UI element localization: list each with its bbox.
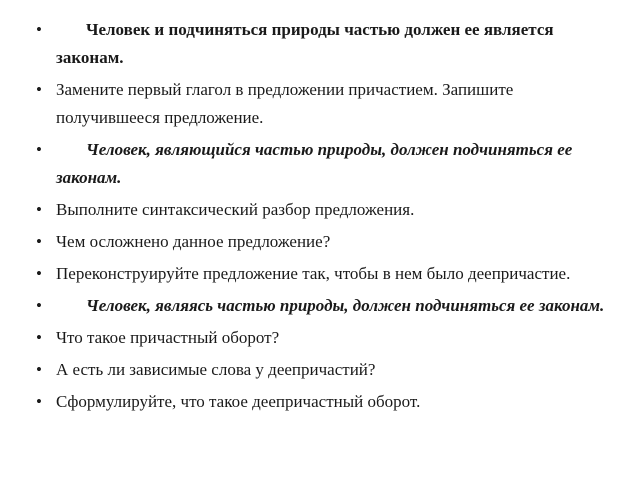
- list-item-text: Сформулируйте, что такое деепричастный оборот.: [56, 392, 421, 411]
- list-item: [36, 228, 612, 256]
- list-item: [36, 388, 612, 416]
- list-item-text: Выполните синтаксический разбор предложения.: [56, 200, 415, 219]
- bullet-list: [36, 16, 612, 416]
- bullet-icon: •: [36, 360, 42, 379]
- list-item-text: Переконструируйте предложение так, чтобы в нем было деепричастие.: [56, 264, 571, 283]
- list-item-text: Чем осложнено данное предложение?: [56, 232, 331, 251]
- bullet-icon: •: [36, 232, 42, 251]
- bullet-icon: •: [36, 20, 42, 39]
- bullet-icon: •: [36, 392, 42, 411]
- list-item: [36, 136, 612, 192]
- list-item-text: А есть ли зависимые слова у деепричастий?: [56, 360, 376, 379]
- bullet-icon: •: [36, 264, 42, 283]
- list-item-text: Человек и подчиняться природы частью должен ее является законам.: [56, 20, 554, 67]
- list-item: [36, 260, 612, 288]
- list-item-text: Что такое причастный оборот?: [56, 328, 280, 347]
- list-item-text: Человек, являясь частью природы, должен подчиняться ее законам.: [86, 296, 605, 315]
- list-item: [36, 356, 612, 384]
- list-item: [36, 292, 612, 320]
- list-item-text: Человек, являющийся частью природы, должен подчиняться ее законам.: [56, 140, 573, 187]
- list-item: [36, 324, 612, 352]
- bullet-icon: •: [36, 328, 42, 347]
- bullet-icon: •: [36, 140, 42, 159]
- list-item: [36, 196, 612, 224]
- bullet-icon: •: [36, 80, 42, 99]
- list-item: [36, 76, 612, 132]
- list-item: [36, 16, 612, 72]
- bullet-icon: •: [36, 296, 42, 315]
- bullet-icon: •: [36, 200, 42, 219]
- list-item-text: Замените первый глагол в предложении причастием. Запишите получившееся предложение.: [56, 80, 514, 127]
